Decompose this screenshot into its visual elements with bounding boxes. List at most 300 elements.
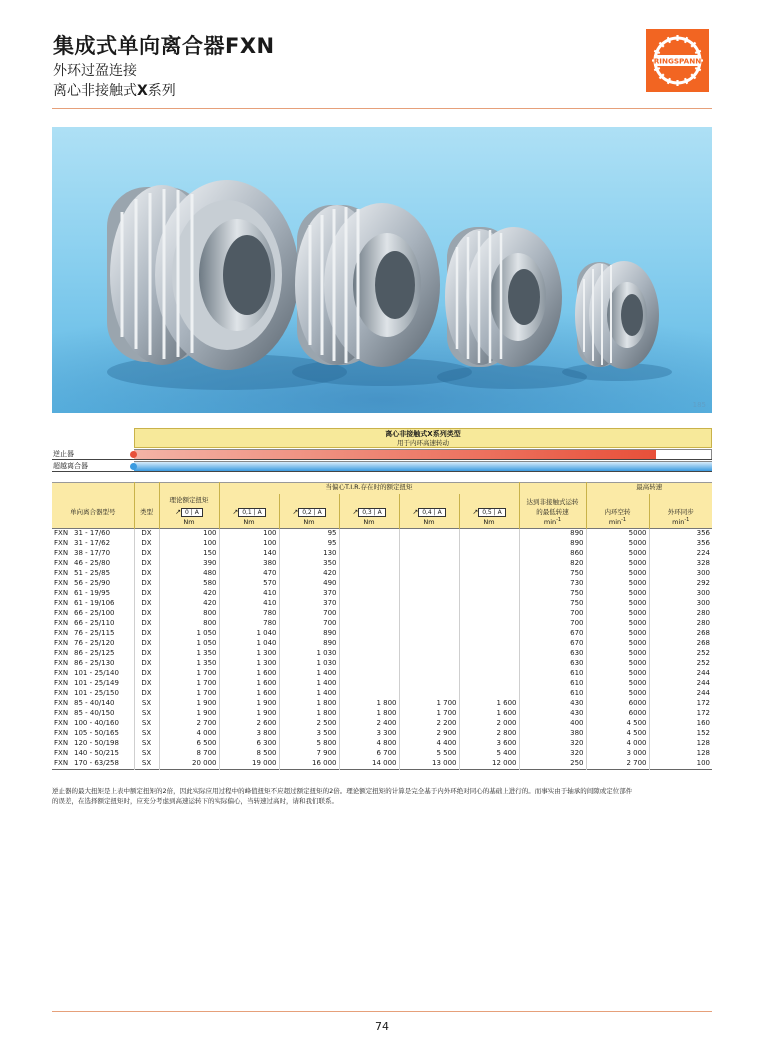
value-cell [459,549,519,559]
type-cell: DX [134,569,159,579]
value-cell [399,669,459,679]
value-cell: 420 [159,599,219,609]
value-cell: 490 [279,579,339,589]
value-cell: 700 [279,609,339,619]
value-cell: 356 [649,529,712,540]
unit-nm: Nm [219,518,279,529]
table-row [52,569,712,579]
type-cell: DX [134,589,159,599]
value-cell: 4 500 [586,729,649,739]
tir-box-5: ↗ 0,5 | A [459,506,519,518]
eccentric-arrow-icon: ↗ [352,508,359,517]
value-cell: 410 [219,589,279,599]
value-cell: 890 [519,529,586,540]
type-cell: DX [134,549,159,559]
value-cell: 252 [649,649,712,659]
unit-nm: Nm [399,518,459,529]
value-cell: 5000 [586,539,649,549]
value-cell: 5 800 [279,739,339,749]
value-cell: 1 800 [279,709,339,719]
value-cell: 2 700 [586,759,649,770]
eccentric-arrow-icon: ↗ [232,508,239,517]
value-cell [399,579,459,589]
unit-rpm: $\min^{-1}$ [586,518,649,529]
value-cell: 1 400 [279,669,339,679]
value-cell [459,649,519,659]
value-cell: 3 000 [586,749,649,759]
value-cell: 610 [519,689,586,699]
application-row-overrunning [52,461,712,472]
type-cell: DX [134,559,159,569]
value-cell: 750 [519,599,586,609]
value-cell: 244 [649,669,712,679]
model-cell: FXN 140 - 50/215 [54,749,119,758]
value-cell: 95 [279,539,339,549]
value-cell [399,549,459,559]
unit-nm: Nm [279,518,339,529]
value-cell: 4 500 [586,719,649,729]
model-cell: FXN 85 - 40/140 [54,699,115,708]
overrunning-marker [130,463,137,470]
value-cell [459,529,519,540]
value-cell [339,629,399,639]
value-cell: 320 [519,739,586,749]
value-cell: 610 [519,679,586,689]
table-row [52,639,712,649]
value-cell: 1 700 [399,699,459,709]
value-cell [459,619,519,629]
value-cell: 1 800 [339,709,399,719]
value-cell: 14 000 [339,759,399,770]
type-cell: DX [134,609,159,619]
value-cell: 128 [649,739,712,749]
value-cell [459,669,519,679]
value-cell: 20 000 [159,759,219,770]
model-cell: FXN 61 - 19/95 [54,589,111,598]
value-cell: 380 [219,559,279,569]
value-cell: 580 [159,579,219,589]
value-cell: 1 600 [459,709,519,719]
value-cell [339,619,399,629]
unit-nm: Nm [459,518,519,529]
value-cell: 5000 [586,689,649,699]
value-cell: 3 600 [459,739,519,749]
table-row [52,609,712,619]
eccentric-arrow-icon: ↗ [175,508,182,517]
value-cell: 5000 [586,559,649,569]
table-row [52,619,712,629]
value-cell: 1 700 [159,689,219,699]
value-cell: 5000 [586,529,649,540]
max-speed-header: 最高转速 [586,483,712,495]
row-divider [52,471,712,472]
value-cell: 370 [279,589,339,599]
value-cell: 1 400 [279,689,339,699]
value-cell: 380 [519,729,586,739]
value-cell: 670 [519,639,586,649]
value-cell: 420 [159,589,219,599]
value-cell: 128 [649,749,712,759]
type-cell: DX [134,659,159,669]
value-cell [399,659,459,669]
type-cell: SX [134,699,159,709]
value-cell [339,669,399,679]
model-cell: FXN 120 - 50/198 [54,739,119,748]
value-cell: 8 500 [219,749,279,759]
value-cell: 250 [519,759,586,770]
value-cell: 2 500 [279,719,339,729]
table-row [52,729,712,739]
value-cell [459,559,519,569]
table-row [52,759,712,770]
value-cell: 328 [649,559,712,569]
value-cell: 5000 [586,549,649,559]
value-cell [459,639,519,649]
value-cell [339,639,399,649]
value-cell: 860 [519,549,586,559]
value-cell: 1 300 [219,649,279,659]
min-speed-header-b: 的最低转速 [519,506,586,518]
value-cell: 5000 [586,579,649,589]
value-cell: 570 [219,579,279,589]
value-cell: 4 400 [399,739,459,749]
value-cell: 890 [279,639,339,649]
value-cell: 800 [159,609,219,619]
value-cell: 2 200 [399,719,459,729]
table-row [52,689,712,699]
type-cell: DX [134,679,159,689]
model-cell: FXN 101 - 25/150 [54,689,119,698]
value-cell: 1 600 [219,679,279,689]
value-cell: 320 [519,749,586,759]
unit-nm: Nm [339,518,399,529]
value-cell [339,689,399,699]
value-cell [459,599,519,609]
value-cell [459,689,519,699]
value-cell [399,539,459,549]
value-cell: 6000 [586,709,649,719]
value-cell: 750 [519,589,586,599]
value-cell: 1 350 [159,659,219,669]
value-cell: 244 [649,689,712,699]
value-cell: 5000 [586,599,649,609]
value-cell: 268 [649,639,712,649]
type-header: 类型 [134,506,159,518]
row-divider [52,459,712,460]
value-cell: 890 [279,629,339,639]
value-cell: 16 000 [279,759,339,770]
table-row [52,679,712,689]
value-cell [339,529,399,540]
model-cell: FXN 61 - 19/106 [54,599,115,608]
application-row-backstop [52,449,712,460]
value-cell: 5000 [586,679,649,689]
value-cell: 1 040 [219,629,279,639]
value-cell: 19 000 [219,759,279,770]
value-cell: 1 350 [159,649,219,659]
spec-table [52,482,712,770]
outer-sync-header: 外环同步 [649,506,712,518]
value-cell: 670 [519,629,586,639]
value-cell: 6 300 [219,739,279,749]
value-cell: 1 800 [339,699,399,709]
page-number: 74 [375,1020,389,1033]
value-cell: 3 300 [339,729,399,739]
model-cell: FXN 86 - 25/130 [54,659,115,668]
inner-free-header: 内环空转 [586,506,649,518]
value-cell [459,539,519,549]
value-cell: 2 800 [459,729,519,739]
value-cell: 1 700 [399,709,459,719]
value-cell: 2 000 [459,719,519,729]
value-cell: 5 400 [459,749,519,759]
model-cell: FXN 101 - 25/140 [54,669,119,678]
value-cell: 252 [649,659,712,669]
value-cell: 292 [649,579,712,589]
table-row [52,539,712,549]
value-cell [399,679,459,689]
value-cell [459,579,519,589]
value-cell: 4 000 [159,729,219,739]
value-cell: 1 600 [219,689,279,699]
value-cell [399,689,459,699]
svg-text:RINGSPANN: RINGSPANN [653,56,702,66]
value-cell: 3 500 [279,729,339,739]
value-cell: 2 900 [399,729,459,739]
table-row [52,739,712,749]
value-cell: 410 [219,599,279,609]
value-cell: 100 [219,529,279,540]
table-row [52,579,712,589]
type-cell: DX [134,579,159,589]
value-cell: 800 [159,619,219,629]
value-cell: 780 [219,609,279,619]
value-cell: 5 500 [399,749,459,759]
type-cell: DX [134,539,159,549]
value-cell: 300 [649,599,712,609]
eccentric-arrow-icon: ↗ [292,508,299,517]
value-cell: 140 [219,549,279,559]
table-row [52,659,712,669]
value-cell: 1 800 [279,699,339,709]
value-cell: 1 900 [219,699,279,709]
value-cell [399,529,459,540]
footnote [52,786,712,806]
value-cell: 1 040 [219,639,279,649]
value-cell: 370 [279,599,339,609]
value-cell: 5000 [586,609,649,619]
type-cell: SX [134,739,159,749]
model-cell: FXN 86 - 25/125 [54,649,115,658]
value-cell: 1 050 [159,629,219,639]
model-cell: FXN 66 - 25/100 [54,609,115,618]
value-cell [399,649,459,659]
value-cell: 224 [649,549,712,559]
nominal-torque-header: 理论额定扭矩 [159,494,219,506]
value-cell: 430 [519,709,586,719]
value-cell: 700 [519,619,586,629]
photo-code: 185 [692,401,706,409]
value-cell: 12 000 [459,759,519,770]
value-cell: 1 600 [459,699,519,709]
table-row [52,589,712,599]
table-row [52,559,712,569]
value-cell: 1 900 [159,699,219,709]
model-cell: FXN 101 - 25/149 [54,679,119,688]
value-cell: 300 [649,589,712,599]
value-cell: 6 700 [339,749,399,759]
table-row [52,599,712,609]
type-cell: SX [134,719,159,729]
value-cell [459,679,519,689]
value-cell: 1 900 [219,709,279,719]
backstop-label: 逆止器 [53,450,74,458]
value-cell: 7 900 [279,749,339,759]
value-cell: 430 [519,699,586,709]
application-header [134,428,712,448]
application-title: 离心非接触式X系列类型 [385,430,461,438]
value-cell: 350 [279,559,339,569]
value-cell [339,579,399,589]
value-cell [339,679,399,689]
value-cell: 100 [649,759,712,770]
model-cell: FXN 85 - 40/150 [54,709,115,718]
type-cell: DX [134,619,159,629]
value-cell [339,539,399,549]
value-cell: 5000 [586,619,649,629]
value-cell: 1 700 [159,679,219,689]
value-cell: 2 700 [159,719,219,729]
value-cell: 820 [519,559,586,569]
value-cell: 6000 [586,699,649,709]
tir-torque-header: 当偏心T.I.R.存在时的额定扭矩 [219,483,519,495]
value-cell: 420 [279,569,339,579]
type-cell: DX [134,669,159,679]
value-cell: 780 [219,619,279,629]
value-cell: 630 [519,659,586,669]
value-cell: 4 000 [586,739,649,749]
type-cell: SX [134,749,159,759]
ringspann-logo [646,29,709,92]
table-row [52,699,712,709]
value-cell: 300 [649,569,712,579]
model-cell: FXN 170 - 63/258 [54,759,119,768]
product-photo [52,127,712,413]
value-cell: 2 600 [219,719,279,729]
value-cell: 8 700 [159,749,219,759]
tir-box-4: ↗ 0,4 | A [399,506,459,518]
value-cell: 5000 [586,589,649,599]
application-desc: 用于内环高速转动 [397,439,449,447]
value-cell: 1 400 [279,679,339,689]
min-speed-header-a: 达到非接触式运转 [519,494,586,506]
value-cell: 630 [519,649,586,659]
value-cell: 280 [649,609,712,619]
value-cell: 1 050 [159,639,219,649]
value-cell [339,559,399,569]
page-title: 集成式单向离合器FXN [53,34,275,58]
value-cell: 5000 [586,569,649,579]
value-cell: 1 030 [279,649,339,659]
tir-box-1: ↗ 0,1 | A [219,506,279,518]
value-cell: 1 700 [159,669,219,679]
type-cell: SX [134,709,159,719]
model-cell: FXN 100 - 40/160 [54,719,119,728]
value-cell: 610 [519,669,586,679]
unit-rpm: $\min^{-1}$ [519,518,586,529]
value-cell [399,629,459,639]
value-cell: 390 [159,559,219,569]
type-cell: DX [134,689,159,699]
value-cell: 172 [649,709,712,719]
value-cell [399,619,459,629]
value-cell: 470 [219,569,279,579]
tir-box-3: ↗ 0,3 | A [339,506,399,518]
value-cell: 356 [649,539,712,549]
value-cell: 268 [649,629,712,639]
value-cell [399,559,459,569]
model-header: 单向离合器型号 [52,506,134,518]
type-cell: DX [134,599,159,609]
backstop-bar [134,450,656,459]
value-cell: 2 400 [339,719,399,729]
header-rule [52,108,712,109]
value-cell [399,569,459,579]
model-cell: FXN 76 - 25/115 [54,629,115,638]
value-cell: 6 500 [159,739,219,749]
table-row [52,549,712,559]
type-cell: DX [134,639,159,649]
value-cell: 130 [279,549,339,559]
value-cell: 152 [649,729,712,739]
value-cell [459,569,519,579]
value-cell: 1 900 [159,709,219,719]
value-cell: 280 [649,619,712,629]
value-cell: 400 [519,719,586,729]
value-cell [399,609,459,619]
type-cell: DX [134,649,159,659]
value-cell [459,589,519,599]
value-cell [399,639,459,649]
model-cell: FXN 46 - 25/80 [54,559,111,568]
model-cell: FXN 51 - 25/85 [54,569,111,578]
unit-nm: Nm [159,518,219,529]
value-cell: 1 300 [219,659,279,669]
type-cell: SX [134,759,159,770]
value-cell: 95 [279,529,339,540]
value-cell: 5000 [586,649,649,659]
model-cell: FXN 56 - 25/90 [54,579,111,588]
value-cell [339,589,399,599]
value-cell: 890 [519,539,586,549]
type-cell: DX [134,629,159,639]
value-cell: 1 030 [279,659,339,669]
eccentric-arrow-icon: ↗ [472,508,479,517]
table-row [52,529,712,540]
value-cell: 13 000 [399,759,459,770]
model-cell: FXN 38 - 17/70 [54,549,111,558]
value-cell: 480 [159,569,219,579]
value-cell [399,589,459,599]
value-cell [339,569,399,579]
subtitle-line-2: 离心非接触式X系列 [53,83,176,99]
table-row [52,709,712,719]
value-cell: 100 [159,529,219,540]
table-row [52,749,712,759]
value-cell: 160 [649,719,712,729]
value-cell [399,599,459,609]
value-cell: 244 [649,679,712,689]
